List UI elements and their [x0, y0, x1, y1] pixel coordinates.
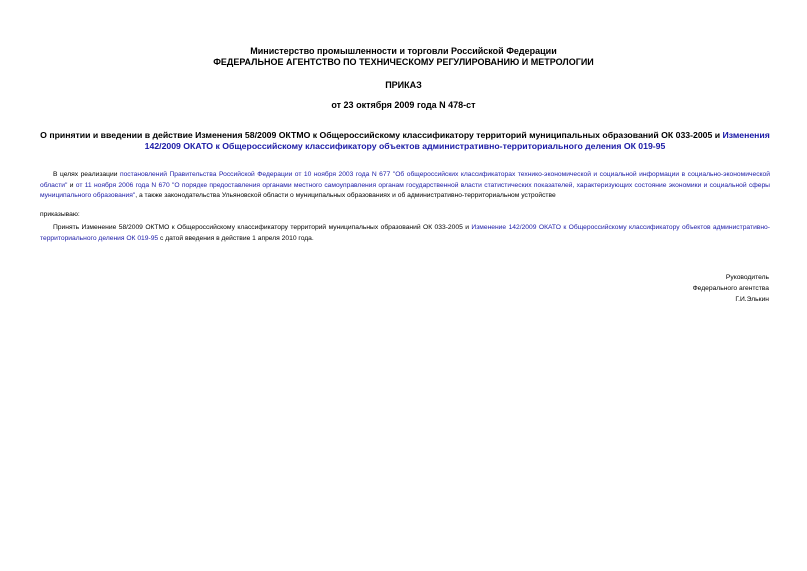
decision-text-1: Принять Изменение 58/2009 ОКТМО к Общероссийскому классификатору территорий муниципальных образований ОК 033-2005 и: [53, 224, 472, 231]
paragraph-decision: [40, 223, 770, 244]
title-text: О принятии и введении в действие Изменения 58/2009 ОКТМО к Общероссийскому классификатору территорий муниципальных образований ОК 033-2005 и: [40, 130, 723, 140]
title-link[interactable]: Изменения 142/2009 ОКАТО к Общероссийскому классификатору объектов административно-территориального деления ОК 019-95: [144, 130, 770, 151]
preamble-link-2[interactable]: от 11 ноября 2006 года N 670 "О порядке предоставления органами местного самоуправления органам государственной власти статистических показателей, характеризующих состояние экономики и социальной сферы муниципального образования": [40, 181, 770, 199]
doc-title: [40, 130, 770, 152]
preamble-link-1[interactable]: постановлений Правительства Российской Федерации от 10 ноября 2003 года N 677 "Об общероссийских классификаторах технико-экономической и социальной информации в социально-экономической области": [40, 171, 770, 189]
signature-name: Г.И.Элькин: [735, 296, 769, 303]
preamble-text-1: В целях реализации: [53, 171, 120, 178]
signature-org: Федерального агентства: [692, 285, 769, 292]
signature-role: Руководитель: [725, 274, 769, 281]
decision-link[interactable]: Изменение 142/2009 ОКАТО к Общероссийскому классификатору объектов административно-территориального деления ОК 019-95: [40, 224, 770, 242]
doc-date: от 23 октября 2009 года N 478-ст: [331, 100, 476, 110]
doc-type: ПРИКАЗ: [385, 80, 422, 90]
paragraph-order: приказываю:: [40, 211, 80, 218]
ministry-name: Министерство промышленности и торговли Российской Федерации: [250, 46, 557, 56]
agency-name: ФЕДЕРАЛЬНОЕ АГЕНТСТВО ПО ТЕХНИЧЕСКОМУ РЕГУЛИРОВАНИЮ И МЕТРОЛОГИИ: [213, 57, 594, 67]
decision-text-2: с датой введения в действие 1 апреля 2010 года.: [158, 234, 314, 242]
paragraph-preamble: [40, 170, 770, 202]
preamble-text-2: и: [67, 181, 76, 189]
preamble-text-3: , а также законодательства Ульяновской области о муниципальных образованиях и об административно-территориальном устройстве: [135, 192, 556, 199]
